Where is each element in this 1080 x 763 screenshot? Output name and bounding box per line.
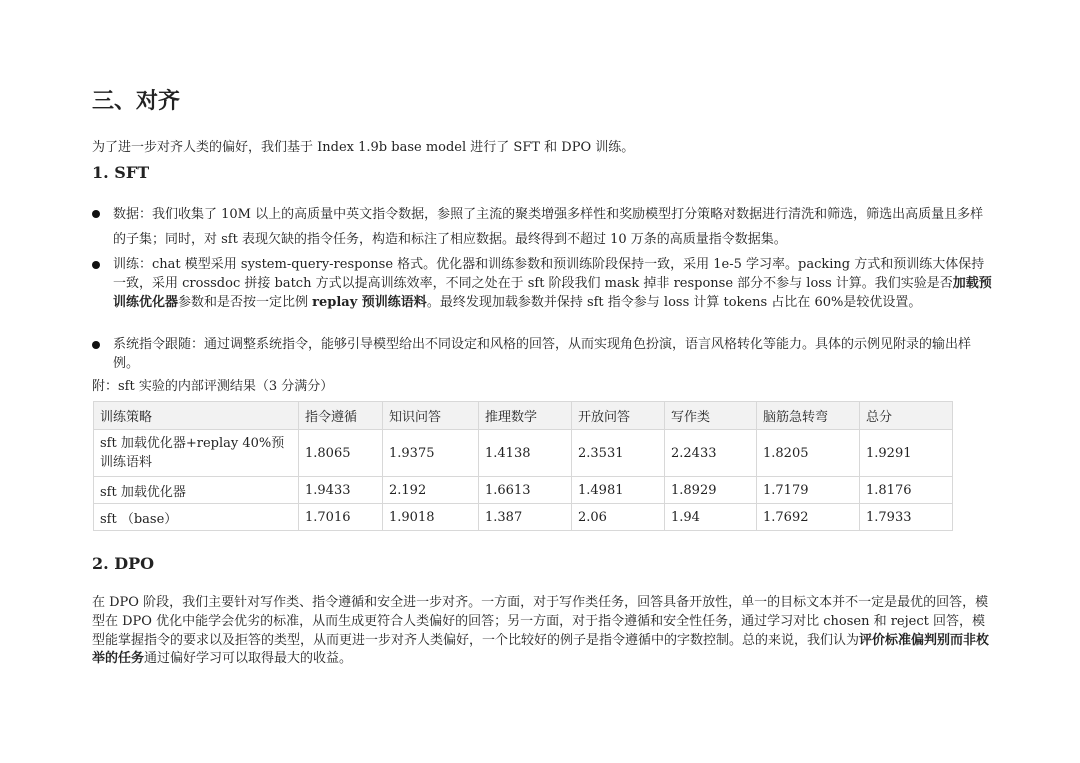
- bullet-data: [92, 202, 992, 252]
- table-row: [94, 504, 953, 531]
- table-cell: 1.7692: [757, 504, 860, 531]
- table-cell: sft 加载优化器: [94, 477, 299, 504]
- table-cell: 1.9291: [860, 430, 953, 477]
- bullet-text: 系统指令跟随：通过调整系统指令，能够引导模型给出不同设定和风格的回答，从而实现角色扮演，语言风格转化等能力。具体的示例见附录的输出样例。: [113, 337, 972, 371]
- dpo-text: 通过偏好学习可以取得最大的收益。: [144, 651, 353, 667]
- table-cell: 1.8065: [299, 430, 383, 477]
- table-cell: 1.9375: [383, 430, 479, 477]
- table-cell: 1.94: [665, 504, 757, 531]
- dpo-heading: 2. DPO: [92, 554, 155, 573]
- dpo-paragraph: [92, 594, 992, 669]
- bold-text: replay 预训练语料: [312, 294, 427, 310]
- table-cell: 1.7016: [299, 504, 383, 531]
- bold-text: 评价标准偏判别而非枚举的任务: [92, 632, 990, 667]
- table-cell: 1.8205: [757, 430, 860, 477]
- bullet-icon: [92, 341, 100, 349]
- table-header: 开放问答: [572, 402, 665, 430]
- table-cell: sft （base）: [94, 504, 299, 531]
- table-cell: 1.8176: [860, 477, 953, 504]
- table-header: 写作类: [665, 402, 757, 430]
- table-row: [94, 477, 953, 504]
- section-title: 三、对齐: [92, 89, 181, 114]
- table-cell: 1.4138: [479, 430, 572, 477]
- table-header: 推理数学: [479, 402, 572, 430]
- table-caption: 附：sft 实验的内部评测结果（3 分满分）: [92, 379, 334, 394]
- bullet-training: [92, 256, 992, 312]
- table-cell: 2.06: [572, 504, 665, 531]
- bullet-icon: [92, 210, 100, 218]
- bullet-text: 数据：我们收集了 10M 以上的高质量中英文指令数据，参照了主流的聚类增强多样性和奖励模型打分策略对数据进行清洗和筛选，筛选出高质量且多样的子集；同时，对 sft 表现欠缺的指令任务，构造和标注了相应数据。最终得到不超过 10 万条的高质量指令数据集。: [113, 207, 984, 247]
- table-cell: 1.9018: [383, 504, 479, 531]
- bullet-text: 。最终发现加载参数并保持 sft 指令参与 loss 计算 tokens 占比在 60%是较优设置。: [426, 294, 922, 310]
- table-header: 知识问答: [383, 402, 479, 430]
- table-cell: 1.8929: [665, 477, 757, 504]
- bullet-text: 训练：chat 模型采用 system-query-response 格式。优化器和训练参数和预训练阶段保持一致，采用 1e-5 学习率。packing 方式和预训练大体保持一致，采用 crossdoc 拼接 batch 方式以提高训练效率，不同之处在于 sft 阶段我们 mask 掉非 response 部分不参与 loss 计算。我们实验是否: [113, 257, 985, 291]
- intro-paragraph: 为了进一步对齐人类的偏好，我们基于 Index 1.9b base model 进行了 SFT 和 DPO 训练。: [92, 140, 635, 155]
- table-cell: sft 加载优化器+replay 40%预训练语料: [94, 430, 299, 477]
- table-cell: 2.2433: [665, 430, 757, 477]
- table-cell: 1.7179: [757, 477, 860, 504]
- bullet-system-instruction: [92, 336, 992, 374]
- dpo-text: 在 DPO 阶段，我们主要针对写作类、指令遵循和安全进一步对齐。一方面，对于写作类任务，回答具备开放性，单一的目标文本并不一定是最优的回答，模型在 DPO 优化中能学会优劣的标准，从而生成更符合人类偏好的回答；另一方面，对于指令遵循和安全性任务，通过学习对比 chosen 和 reject 回答，模型能掌握指令的要求以及拒答的类型，从而更进一步对齐人类偏好，一个比较好的例子是指令遵循中的字数控制。总的来说，我们认为: [92, 595, 989, 648]
- table-cell: 1.6613: [479, 477, 572, 504]
- bullet-text: 参数和是否按一定比例: [178, 294, 313, 310]
- bullet-icon: [92, 261, 100, 269]
- table-header: 总分: [860, 402, 953, 430]
- table-row: [94, 430, 953, 477]
- table-cell: 1.9433: [299, 477, 383, 504]
- table-header-row: [94, 402, 953, 430]
- table-header: 指令遵循: [299, 402, 383, 430]
- table-header: 脑筋急转弯: [757, 402, 860, 430]
- sft-heading: 1. SFT: [92, 163, 150, 182]
- sft-results-table: [93, 401, 953, 531]
- table-header: 训练策略: [94, 402, 299, 430]
- table-cell: 1.7933: [860, 504, 953, 531]
- table-cell: 1.4981: [572, 477, 665, 504]
- table-cell: 2.192: [383, 477, 479, 504]
- table-cell: 1.387: [479, 504, 572, 531]
- bold-text: 加载预训练优化器: [113, 275, 992, 310]
- table-cell: 2.3531: [572, 430, 665, 477]
